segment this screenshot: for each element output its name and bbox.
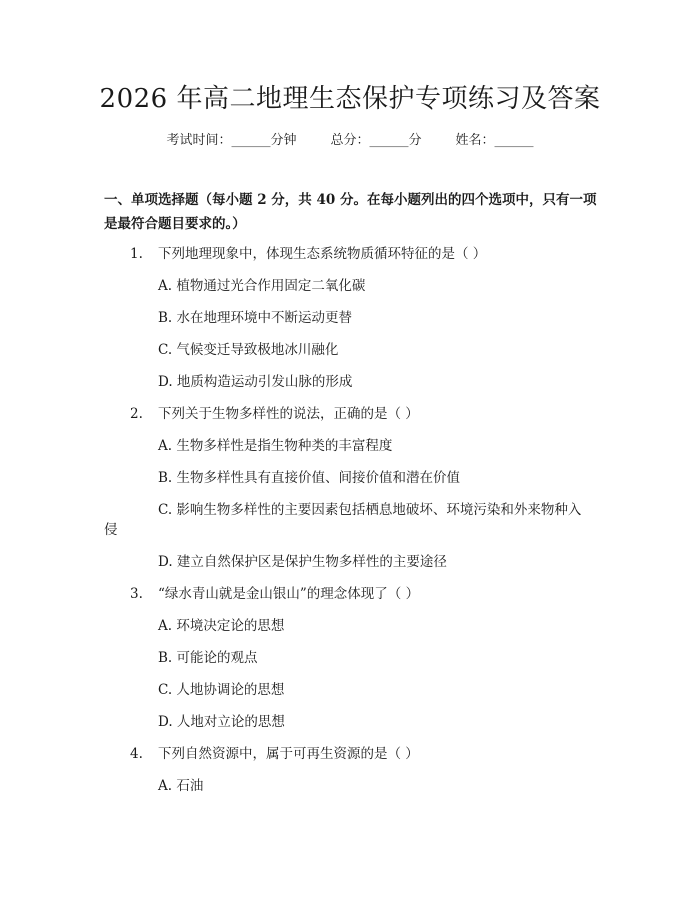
question-text: 下列地理现象中，体现生态系统物质循环特征的是（ ） <box>158 246 487 262</box>
section-heading: 一、单项选择题（每小题 2 分，共 40 分。在每小题列出的四个选项中，只有一项是最符合题目要求的。） <box>104 192 597 232</box>
exam-info-line <box>0 131 700 151</box>
question-number: 3. <box>130 586 143 602</box>
question-text: 下列自然资源中，属于可再生资源的是（ ） <box>158 746 419 762</box>
option-c: C. 气候变迁导致极地冰川融化 <box>158 342 339 358</box>
option-d: D. 地质构造运动引发山脉的形成 <box>158 374 353 390</box>
option-a: A. 环境决定论的思想 <box>158 618 285 634</box>
option-a: A. 生物多样性是指生物种类的丰富程度 <box>158 438 393 454</box>
option-a: A. 植物通过光合作用固定二氧化碳 <box>158 278 366 294</box>
question-text: “绿水青山就是金山银山”的理念体现了（ ） <box>158 586 420 602</box>
page-title: 2026 年高二地理生态保护专项练习及答案 <box>99 84 601 114</box>
question-number: 1. <box>130 246 143 262</box>
option-c: C. 影响生物多样性的主要因素包括栖息地破坏、环境污染和外来物种入 <box>158 502 582 518</box>
option-c-continuation: 侵 <box>104 522 118 538</box>
option-a: A. 石油 <box>158 778 204 794</box>
option-c: C. 人地协调论的思想 <box>158 682 285 698</box>
total-score-field: 总分：______分 <box>330 133 422 148</box>
option-b: B. 水在地理环境中不断运动更替 <box>158 310 353 326</box>
option-b: B. 可能论的观点 <box>158 650 258 666</box>
option-d: D. 建立自然保护区是保护生物多样性的主要途径 <box>158 554 447 570</box>
question-text: 下列关于生物多样性的说法，正确的是（ ） <box>158 406 419 422</box>
option-d: D. 人地对立论的思想 <box>158 714 285 730</box>
student-name-field: 姓名：______ <box>455 133 534 148</box>
exam-time-field: 考试时间：______分钟 <box>166 133 297 148</box>
question-number: 4. <box>130 746 143 762</box>
option-b: B. 生物多样性具有直接价值、间接价值和潜在价值 <box>158 470 461 486</box>
question-number: 2. <box>130 406 143 422</box>
